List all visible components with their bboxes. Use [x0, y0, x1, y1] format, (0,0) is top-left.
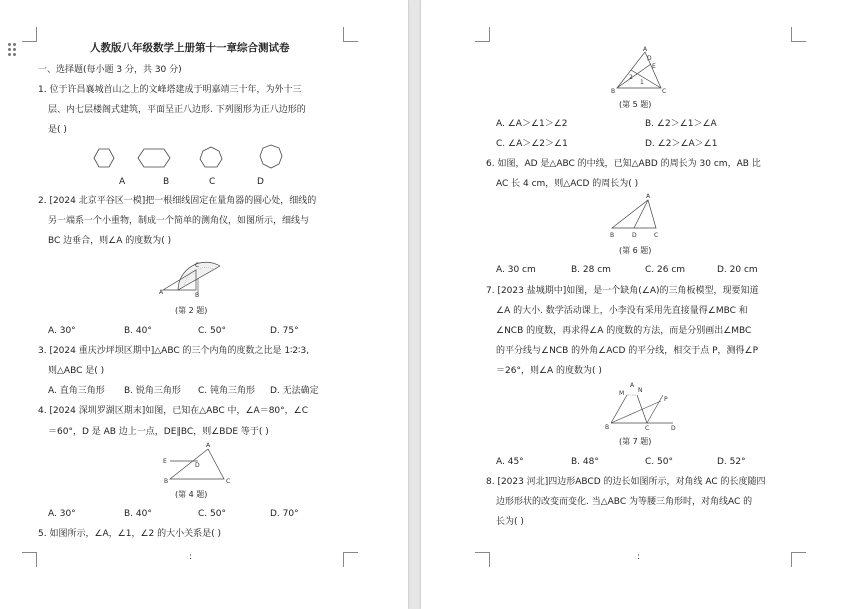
q3-option-d: D. 无法确定	[270, 386, 319, 396]
q3-option-b: B. 锐角三角形	[124, 386, 181, 396]
q4-line-1: 4. [2024 深圳罗湖区期末]如图，已知在△ABC 中，∠A＝80°，∠C	[38, 406, 309, 416]
q4-label-d: D	[195, 462, 200, 469]
crop-mark-bottom-right	[791, 552, 806, 567]
q1-option-b: B	[163, 177, 170, 187]
footer-mark-right: :	[637, 552, 641, 562]
q1-option-a: A	[119, 177, 126, 187]
q4-label-b: B	[164, 478, 169, 485]
crop-mark-top-right	[791, 27, 806, 42]
page-right	[421, 0, 866, 609]
q2-option-c: C. 50°	[198, 326, 226, 336]
q6-triangle-figure	[606, 194, 666, 238]
q4-option-b: B. 40°	[124, 509, 152, 519]
q2-caption: (第 2 题)	[175, 306, 208, 315]
crop-mark-top-left	[475, 27, 490, 42]
q5-label-b: B	[611, 88, 616, 95]
q5-label-2: 2	[629, 74, 633, 81]
q7-line-3: ∠NCB 的度数，再求得∠A 的度数的方法，而是分别画出∠MBC	[496, 326, 752, 336]
q6-option-b: B. 28 cm	[571, 265, 611, 275]
q1-option-c: C	[209, 177, 216, 187]
q7-line-4: 的平分线与∠NCB 的外角∠ACD 的平分线，相交于点 P，测得∠P	[496, 346, 759, 356]
q2-option-a: A. 30°	[48, 326, 76, 336]
q5-option-a: A. ∠A＞∠1＞∠2	[496, 119, 568, 129]
q5-option-c: C. ∠A＞∠2＞∠1	[496, 139, 568, 149]
q5-caption: (第 5 题)	[619, 100, 652, 109]
q7-line-2: ∠A 的大小. 数学活动课上，小李没有采用先直接量得∠MBC 和	[496, 306, 748, 316]
q7-label-d: D	[671, 425, 676, 432]
crop-mark-bottom-left	[22, 552, 37, 567]
q4-triangle-figure	[160, 443, 235, 485]
q7-triangle-figure	[601, 381, 681, 431]
q2-label-b: B	[195, 292, 200, 299]
q6-line-1: 6. 如图，AD 是△ABC 的中线，已知△ABD 的周长为 30 cm，AB 比	[486, 159, 761, 169]
crop-mark-bottom-right	[343, 552, 358, 567]
q2-line-1: 2. [2024 北京平谷区一模]把一根细线固定在量角器的圆心处，细线的	[38, 196, 317, 206]
q7-label-c: C	[645, 425, 650, 432]
q4-caption: (第 4 题)	[175, 490, 208, 499]
q5-label-e: E	[652, 63, 656, 70]
q7-label-b: B	[605, 424, 610, 431]
q2-line-2: 另一端系一个小重物，制成一个简单的测角仪，如图所示，细线与	[48, 216, 310, 226]
q2-option-b: B. 40°	[124, 326, 152, 336]
q6-option-a: A. 30 cm	[496, 265, 536, 275]
q7-caption: (第 7 题)	[619, 437, 652, 446]
q8-line-3: 长为( )	[496, 517, 524, 527]
q5-label-d: D	[647, 55, 652, 62]
crop-mark-bottom-left	[475, 552, 490, 567]
q4-option-d: D. 70°	[270, 509, 299, 519]
q4-label-e: E	[163, 458, 167, 465]
q4-option-a: A. 30°	[48, 509, 76, 519]
q5-label-c: C	[662, 88, 667, 95]
q7-option-b: B. 48°	[571, 457, 599, 467]
heptagon-shape	[200, 147, 222, 167]
q5-triangle-figure	[611, 48, 671, 94]
document-title: 人教版八年级数学上册第十一章综合测试卷	[90, 42, 290, 54]
q6-option-d: D. 20 cm	[717, 265, 758, 275]
q7-line-1: 7. [2023 盐城期中]如图，是一个缺角(∠A)的三角板模型，现要知道	[486, 286, 759, 296]
q6-option-c: C. 26 cm	[645, 265, 686, 275]
q2-option-d: D. 75°	[270, 326, 299, 336]
q4-label-a: A	[206, 442, 211, 449]
q2-protractor-figure	[158, 250, 228, 300]
q6-line-2: AC 长 4 cm，则△ACD 的周长为( )	[496, 179, 639, 189]
q7-option-a: A. 45°	[496, 457, 524, 467]
crop-mark-top-right	[343, 27, 358, 42]
q2-label-a: A	[159, 289, 164, 296]
elongated-hexagon-shape	[138, 149, 170, 167]
q7-label-p: P	[664, 396, 668, 403]
q8-line-1: 8. [2023 河北]四边形ABCD 的边长如图所示，对角线 AC 的长度随四	[486, 477, 766, 487]
q3-line-1: 3. [2024 重庆沙坪坝区期中]△ABC 的三个内角的度数之比是 1∶2∶3,	[38, 346, 310, 356]
q4-label-c: C	[226, 478, 231, 485]
q7-line-5: ＝26°，则∠A 的度数为( )	[496, 366, 602, 376]
q5-option-d: D. ∠2＞∠A＞∠1	[645, 139, 718, 149]
q7-label-n: N	[638, 387, 643, 394]
q7-option-d: D. 52°	[717, 457, 746, 467]
q3-line-2: 则△ABC 是( )	[48, 366, 105, 376]
page-left	[0, 0, 408, 609]
q1-line-3: 是( )	[48, 125, 67, 135]
q7-label-m: M	[619, 390, 625, 397]
hexagon-shape	[94, 149, 114, 167]
q1-line-2: 层、内七层楼阁式建筑，平面呈正八边形. 下列图形为正八边形的	[48, 105, 306, 115]
q8-line-2: 边形形状的改变而变化. 当△ABC 为等腰三角形时，对角线AC 的	[496, 497, 753, 507]
q5-line-1: 5. 如图所示，∠A，∠1，∠2 的大小关系是( )	[38, 529, 222, 539]
q5-label-1: 1	[640, 79, 644, 86]
drag-handle-icon[interactable]	[8, 43, 18, 57]
q6-caption: (第 6 题)	[619, 246, 652, 255]
q6-label-c: C	[654, 232, 659, 239]
q6-label-b: B	[610, 232, 615, 239]
q2-line-3: BC 边垂合，则∠A 的度数为( )	[48, 236, 172, 246]
q3-option-a: A. 直角三角形	[48, 386, 105, 396]
q7-label-a: A	[630, 382, 635, 389]
q7-option-c: C. 50°	[645, 457, 673, 467]
section-heading: 一、选择题(每小题 3 分，共 30 分)	[38, 65, 182, 75]
q5-label-a: A	[643, 46, 648, 53]
q1-line-1: 1. 位于许昌襄城首山之上的文峰塔建成于明嘉靖三十年，为外十三	[38, 85, 302, 95]
q4-line-2: ＝60°，D 是 AB 边上一点，DE∥BC，则∠BDE 等于( )	[48, 427, 269, 437]
crop-mark-top-left	[22, 27, 37, 42]
q6-label-a: A	[646, 193, 651, 200]
q3-option-c: C. 钝角三角形	[198, 386, 256, 396]
q1-polygon-figures	[88, 143, 303, 179]
q6-label-d: D	[632, 232, 637, 239]
octagon-shape	[260, 145, 282, 168]
q5-option-b: B. ∠2＞∠1＞∠A	[645, 119, 717, 129]
q1-option-d: D	[257, 177, 264, 187]
q2-label-c: C	[195, 262, 200, 269]
footer-mark-left: :	[189, 552, 193, 562]
q4-option-c: C. 50°	[198, 509, 226, 519]
